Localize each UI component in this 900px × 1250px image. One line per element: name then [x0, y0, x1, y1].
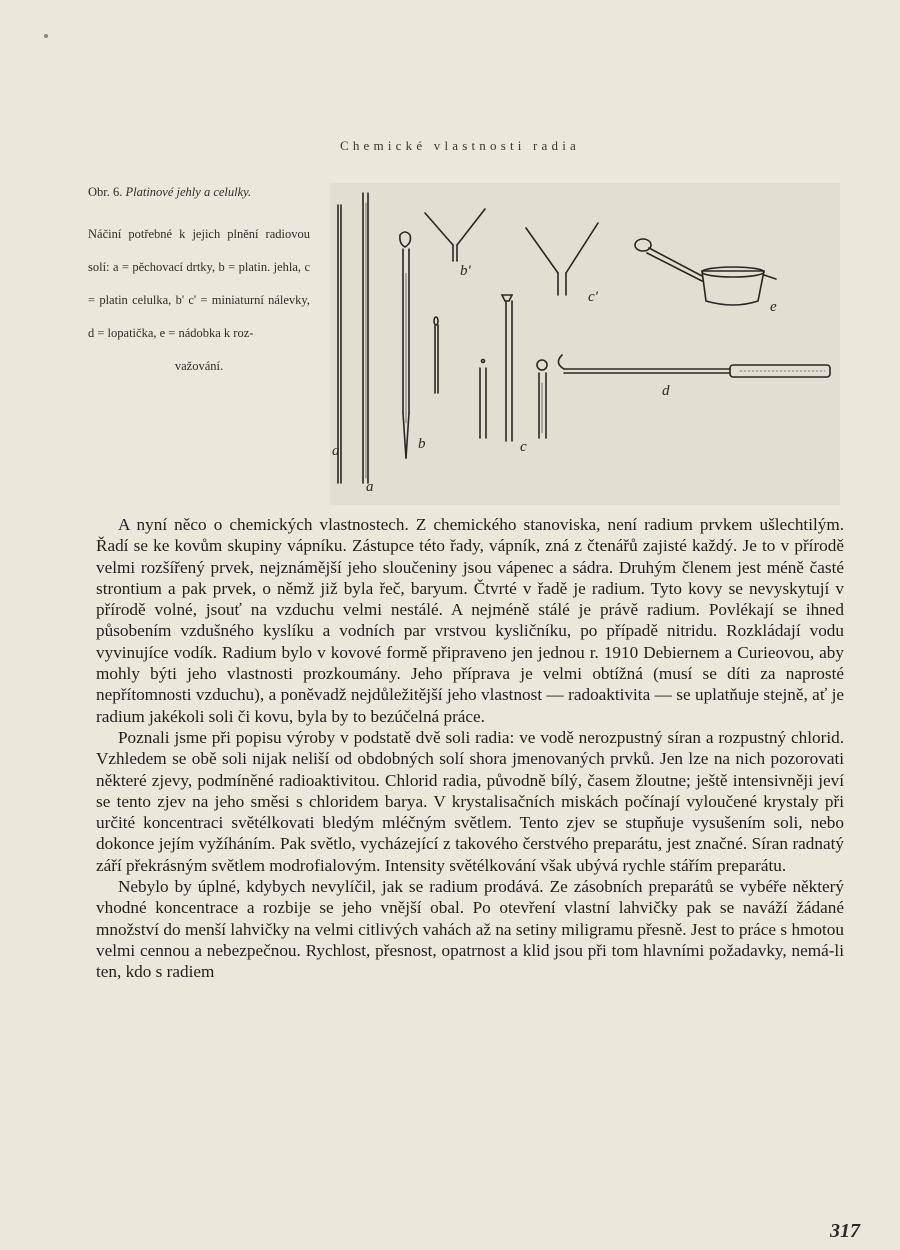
platinum-cell-c — [537, 360, 547, 438]
small-tube — [480, 360, 486, 439]
cell-tube — [502, 295, 512, 441]
figure-label-c-prime: c' — [588, 289, 598, 305]
caption-description — [88, 218, 310, 383]
paragraph-1: A nyní něco o chemických vlastnostech. Z chemického stanoviska, není radium prvkem ušlechtilým. Řadí se ke kovům skupiny vápníku. Zástupce této řady, vápník, zná z čtenářů zajisté každý. Je to v přírodě velmi rozšířený prvek, nejznámější jeho sloučeniny jsou vápenec a sádra. Druhým členem jest méně časté strontium a pak prvek, o němž již byla řeč, baryum. Čtvrté v řadě je radium. Tyto kovy se nevyskytují v přírodě volné, jsouť na vzduchu velmi nestálé. A nejméně stálé je právě radium. Povlékají se ihned působením vzdušného kyslíku a vodních par vrstvou kysličníku, po případě nitridu. Rozkládají vodu vyvinujíce vodík. Radium bylo v kovové formě připraveno jen jednou r. 1910 Debiernem a Curieovou, aby mohly býti jeho vlastnosti prozkoumány. Jeho příprava je velmi obtížná (musí se díti za naprosté nepřítomnosti vzduchu), a poněvadž nejdůležitější jeho vlastnost — radoaktivita — se uplatňuje stejně, ať je radium jakékoli soli či kovu, byla by to bezúčelná práce. — [96, 515, 844, 726]
figure-label-b: b — [418, 436, 426, 452]
caption-title — [88, 180, 310, 204]
caption-description-text: Náčiní potřebné k jejich plnění radiovou solí: a = pěchovací drtky, b = platin. jehla, c = platin celulka, b' c' = miniaturní nálevky, d = lopatička, e = nádobka k roz- — [88, 227, 310, 340]
caption-figure-title: Platinové jehly a celulky. — [125, 185, 252, 199]
funnel-b-prime — [425, 209, 485, 261]
figure-label-a: a — [332, 443, 340, 459]
tamping-rod-a — [338, 205, 341, 483]
weighing-dish-e — [635, 239, 776, 305]
caption-description-end: važování. — [174, 359, 224, 373]
caption-figure-label: Obr. 6. — [88, 185, 123, 199]
figure-illustration — [330, 183, 840, 505]
thin-needle — [434, 317, 438, 393]
body-text — [96, 514, 844, 983]
figure-label-c: c — [520, 439, 527, 455]
figure-label-b-prime: b' — [460, 263, 471, 279]
paper-speck — [44, 34, 48, 38]
figure-label-e: e — [770, 299, 777, 315]
figure-label-d: d — [662, 383, 670, 399]
spatula-d — [558, 355, 830, 377]
funnel-c-prime — [526, 223, 598, 295]
running-header: Chemické vlastnosti radia — [339, 138, 581, 153]
tamping-rod-a2 — [363, 193, 368, 483]
page-number: 317 — [830, 1220, 860, 1242]
figure-caption — [88, 180, 310, 383]
figure-label-a2: a — [366, 479, 374, 495]
paragraph-2: Poznali jsme při popisu výroby v podstatě dvě soli radia: ve vodě nerozpustný síran a rozpustný chlorid. Vzhledem se obě soli nijak neliší od obdobných solí shora jmenovaných prvků. Jen lze na nich pozorovati některé zjevy, podmíněné radioaktivitou. Chlorid radia, původně bílý, časem žloutne; ještě intensivněji jeví se tento zjev na jeho směsi s chloridem barya. V krystalisačních miskách počínají vyloučené krystaly při určité koncentraci světélkovati bledým mléčným světlem. Tento zjev se stupňuje vysušením soli, nebo dokonce jejím vyžíháním. Pak světlo, vycházející z takového čerstvého preparátu, jest značné. Síran radnatý září překrásným světlem modrofialovým. Intensity světélkování však ubývá rychle stářím preparátu. — [96, 727, 844, 875]
paragraph-3: Nebylo by úplné, kdybych nevylíčil, jak se radium prodává. Ze zásobních preparátů se vybéře některý vhodné koncentrace a rozbije se jeho vnější obal. Po otevření vlastní lahvičky pak se naváží žádané množství do menší lahvičky na velmi citlivých vahách až na setiny miligramu přesně. Jest to práce s hmotou velmi cennou a nebezpečnou. Rychlost, přesnost, opatrnost a klid jsou při tom hlavními požadavky, nemá-li ten, kdo s radiem — [96, 877, 844, 982]
figure-drawing — [330, 183, 840, 505]
platinum-needle-b — [400, 232, 411, 458]
